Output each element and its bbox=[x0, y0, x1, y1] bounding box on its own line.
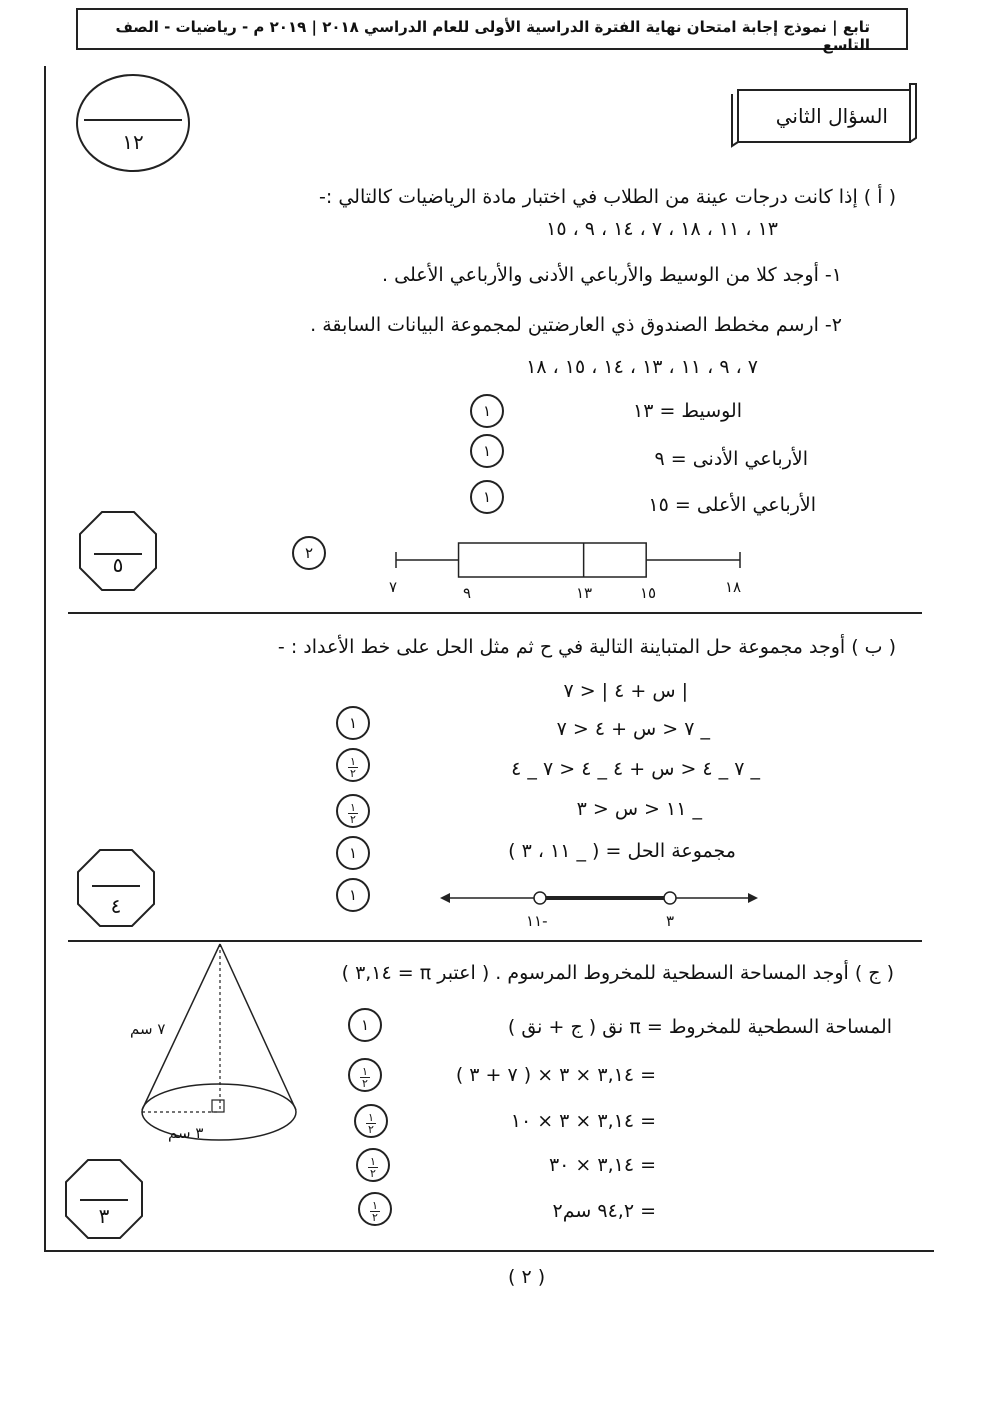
part-c-step4: = ٩٤,٢ سم٢ bbox=[552, 1200, 656, 1222]
box-plot-label-median: ١٣ bbox=[576, 584, 593, 602]
part-a-sorted-data: ٧ ، ٩ ، ١١ ، ١٣ ، ١٤ ، ١٥ ، ١٨ bbox=[526, 356, 758, 378]
part-a-data: ١٣ ، ١١ ، ١٨ ، ٧ ، ١٤ ، ٩ ، ١٥ bbox=[546, 218, 778, 240]
number-line-label-right: ٣ bbox=[666, 912, 675, 930]
part-b-score: ٤ bbox=[110, 894, 122, 918]
part-b-line3: _ ٧ _ ٤ < س + ٤ _ ٤ < ٧ _ ٤ bbox=[511, 758, 760, 780]
part-a-intro: ( أ ) إذا كانت درجات عينة من الطلاب في اختبار مادة الرياضيات كالتالي :- bbox=[319, 186, 896, 208]
question-title: السؤال الثاني bbox=[775, 104, 888, 128]
cone-diagram bbox=[130, 940, 310, 1160]
mark-b-line2: ١ bbox=[336, 706, 370, 740]
number-line-label-left: ١١- bbox=[526, 912, 548, 930]
box-plot-box bbox=[459, 543, 647, 577]
mark-c-step4: $\frac{١}{٢}$ bbox=[358, 1192, 392, 1226]
box-plot bbox=[380, 530, 760, 580]
mark-b-solution-set: ١ bbox=[336, 836, 370, 870]
part-b-line4: _ ١١ < س < ٣ bbox=[576, 798, 702, 820]
total-score: ١٢ bbox=[122, 130, 144, 154]
mark-b-number-line: ١ bbox=[336, 878, 370, 912]
part-b-line1: | س + ٤ | < ٧ bbox=[563, 680, 688, 702]
header-box bbox=[76, 8, 908, 54]
mark-upper-quartile: ١ bbox=[470, 480, 504, 514]
part-a-q2: ٢- ارسم مخطط الصندوق ذي العارضتين لمجموعة البيانات السابقة . bbox=[310, 314, 842, 336]
number-line bbox=[440, 884, 760, 914]
header-title: تابع | نموذج إجابة امتحان نهاية الفترة الدراسية الأولى للعام الدراسي ٢٠١٨ | ٢٠١٩ م - رياضيات - الصف التاسع bbox=[115, 18, 870, 54]
box-plot-label-q3: ١٥ bbox=[640, 584, 657, 602]
mark-median: ١ bbox=[470, 394, 504, 428]
mark-b-line3: $\frac{١}{٢}$ bbox=[336, 748, 370, 782]
part-b-intro: ( ب ) أوجد مجموعة حل المتباينة التالية في ح ثم مثل الحل على خط الأعداد : - bbox=[277, 636, 896, 658]
part-c-step3: = ٣,١٤ × ٣٠ bbox=[548, 1154, 656, 1176]
part-a-score-badge bbox=[78, 510, 158, 592]
lower-quartile-answer: الأرباعي الأدنى = ٩ bbox=[654, 448, 808, 470]
part-c-step1: = ٣,١٤ × ٣ × ( ٧ + ٣ ) bbox=[455, 1064, 656, 1086]
mark-b-line4: $\frac{١}{٢}$ bbox=[336, 794, 370, 828]
mark-c-step2: $\frac{١}{٢}$ bbox=[354, 1104, 388, 1138]
part-b-solution-set: مجموعة الحل = ( _ ١١ ، ٣ ) bbox=[508, 840, 736, 862]
box-plot-label-max: ١٨ bbox=[725, 578, 742, 596]
total-score-badge bbox=[74, 72, 192, 174]
part-c-intro: ( ج ) أوجد المساحة السطحية للمخروط المرسوم . ( اعتبر π = ٣,١٤ ) bbox=[341, 962, 894, 984]
cone-slant-label: ٧ سم bbox=[130, 1020, 166, 1038]
part-b-line2: _ ٧ < س + ٤ < ٧ bbox=[556, 718, 710, 740]
upper-quartile-answer: الأرباعي الأعلى = ١٥ bbox=[648, 494, 816, 516]
part-a-score: ٥ bbox=[112, 553, 124, 577]
part-c-formula: المساحة السطحية للمخروط = π نق ( ج + نق ) bbox=[507, 1016, 892, 1038]
frame-bottom bbox=[44, 1250, 934, 1252]
mark-c-formula: ١ bbox=[348, 1008, 382, 1042]
page-number: ( ٢ ) bbox=[508, 1266, 546, 1288]
cone-radius-label: ٣ سم bbox=[168, 1124, 204, 1142]
part-c-score: ٣ bbox=[98, 1204, 110, 1228]
mark-c-step3: $\frac{١}{٢}$ bbox=[356, 1148, 390, 1182]
box-plot-label-q1: ٩ bbox=[463, 584, 472, 602]
part-a-q1: ١- أوجد كلا من الوسيط والأرباعي الأدنى والأرباعي الأعلى . bbox=[382, 264, 842, 286]
frame-left bbox=[44, 66, 46, 1252]
median-answer: الوسيط = ١٣ bbox=[633, 400, 742, 422]
mark-box-plot: ٢ bbox=[292, 536, 326, 570]
mark-lower-quartile: ١ bbox=[470, 434, 504, 468]
box-plot-label-min: ٧ bbox=[389, 578, 398, 596]
part-c-step2: = ٣,١٤ × ٣ × ١٠ bbox=[510, 1110, 656, 1132]
mark-c-step1: $\frac{١}{٢}$ bbox=[348, 1058, 382, 1092]
divider-a-b bbox=[68, 612, 922, 614]
